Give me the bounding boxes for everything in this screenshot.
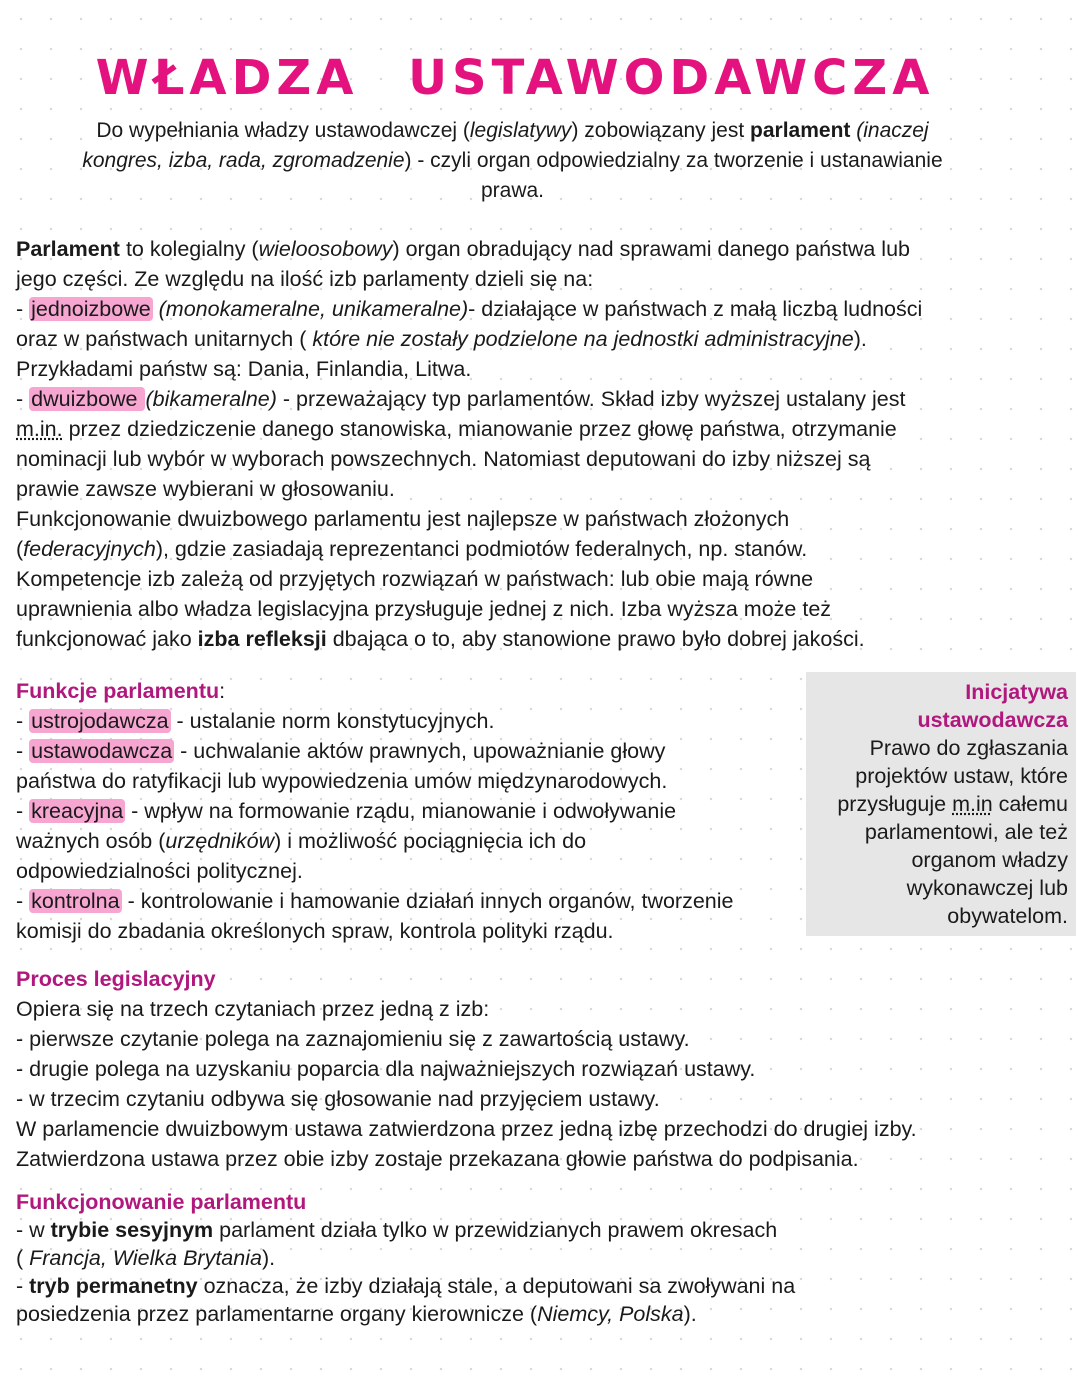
text: - [16, 387, 30, 411]
intro-paragraph [20, 116, 1005, 206]
text: uprawnienia albo władza legislacyjna przysługuje jednej z nich. Izba wyższa może też [16, 597, 832, 621]
highlight-term: dwuizbowe [31, 387, 144, 411]
sidebox-heading: ustawodawcza [917, 708, 1068, 732]
italic-term: urzędników [165, 829, 275, 853]
text: parlament działa tylko w przewidzianych prawem okresach [213, 1218, 778, 1242]
parlament-paragraph [16, 234, 1016, 654]
text: oznacza, że izby działają stale, a deputowani sa zwoływani na [197, 1274, 796, 1298]
funkcje-section: Funkcje parlamentu: - ustrojodawcza - ustalanie norm konstytucyjnych. - ustawodawcza - uchwalanie aktów prawnych, upoważnianie głowy państwa do ratyfikacji lub wypowiedzenia umów międzynarodowych. - kreacyjna - wpływ na formowanie rządu, mianowanie i odwoływanie ważnych osób (urzędników) i możliwość pociągnięcia ich do odpowiedzialności politycznej. - kontrolna - kontrolowanie i hamowanie działań innych organów, tworzenie komisji do zbadania określonych spraw, kontrola polityki rządu. [16, 676, 806, 946]
italic-term: które nie zostały podzielone na jednostki administracyjne [312, 327, 854, 351]
page-title: WŁADZA USTAWODAWCZA [95, 50, 935, 106]
highlight-term: jednoizbowe [31, 297, 151, 321]
text: - [16, 1274, 30, 1298]
text: posiedzenia przez parlamentarne organy kierownicze ( [16, 1302, 538, 1326]
text: - drugie polega na uzyskaniu poparcia dla najważniejszych rozwiązań ustawy. [16, 1057, 756, 1081]
text: - w [16, 1218, 51, 1242]
text: nominacji lub wybór w wyborach powszechnych. Natomiast deputowani do izby niższej są [16, 447, 871, 471]
intro-text: prawa. [480, 179, 545, 202]
highlight-term: kontrolna [31, 889, 120, 913]
text: - przeważający typ parlamentów. Skład izby wyższej ustalany jest [276, 387, 906, 411]
text: wykonawczej lub [906, 876, 1068, 900]
intro-italic: kongres, izba, rada, zgromadzenie [82, 149, 405, 172]
text: Zatwierdzona ustawa przez obie izby zostaje przekazana głowie państwa do podpisania. [16, 1147, 859, 1171]
text: funkcjonować jako [16, 627, 198, 651]
text: - wpływ na formowanie rządu, mianowanie i odwoływanie [125, 799, 677, 823]
text: jego części. Ze względu na ilość izb parlamenty dzieli się na: [16, 267, 594, 291]
inicjatywa-sidebox [806, 672, 1076, 936]
text: oraz w państwach unitarnych ( [16, 327, 313, 351]
text: przysługuje [837, 792, 953, 816]
italic-term: (monokameralne, unikameralne) [152, 297, 469, 321]
italic-term: Niemcy, Polska [537, 1302, 684, 1326]
text: prawie zawsze wybierani w głosowaniu. [16, 477, 395, 501]
text: ( [16, 537, 24, 561]
italic-term: wieloosobowy [258, 237, 393, 261]
text: organom władzy [911, 848, 1068, 872]
intro-italic: legislatywy [469, 119, 572, 142]
section-heading: Funkcje parlamentu [16, 679, 220, 703]
text: ). [683, 1302, 697, 1326]
text: parlamentowi, ale też [864, 820, 1068, 844]
sidebox-heading: Inicjatywa [965, 680, 1068, 704]
text: Przykładami państw są: Dania, Finlandia, Litwa. [16, 357, 472, 381]
bold-term: Parlament [16, 237, 120, 261]
text: : [219, 679, 226, 703]
text: przez dziedziczenie danego stanowiska, mianowanie przez głowę państwa, otrzymanie [62, 417, 897, 441]
text: projektów ustaw, które [855, 764, 1068, 788]
highlight-term: ustrojodawcza [31, 709, 169, 733]
text: Prawo do zgłaszania [869, 736, 1068, 760]
text: ) i możliwość pociągnięcia ich do [274, 829, 587, 853]
text: - działające w państwach z małą liczbą ludności [468, 297, 923, 321]
intro-italic: (inaczej [850, 119, 929, 142]
abbreviation: m.in. [16, 417, 63, 441]
intro-text: ) - czyli organ odpowiedzialny za tworzenie i ustanawianie [404, 149, 943, 172]
proces-section [16, 964, 1036, 1174]
italic-term: Francja, Wielka Brytania [29, 1246, 262, 1270]
intro-bold: parlament [750, 119, 851, 142]
text: Funkcjonowanie dwuizbowego parlamentu jest najlepsze w państwach złożonych [16, 507, 790, 531]
text: ). [261, 1246, 276, 1270]
bold-term: izba refleksji [197, 627, 327, 651]
text: ) organ obradujący nad sprawami danego państwa lub [392, 237, 910, 261]
italic-term: (bikameralne) [145, 387, 277, 411]
text: - [16, 297, 30, 321]
text: ( [16, 1246, 30, 1270]
bold-term: trybie sesyjnym [50, 1218, 214, 1242]
abbreviation: m.in [952, 792, 993, 816]
highlight-term: kreacyjna [31, 799, 124, 823]
funkcjonowanie-section [16, 1188, 916, 1328]
section-heading: Funkcjonowanie parlamentu [16, 1190, 307, 1214]
text: to kolegialny ( [119, 237, 259, 261]
text: ). [853, 327, 867, 351]
text: - w trzecim czytaniu odbywa się głosowanie nad przyjęciem ustawy. [16, 1087, 660, 1111]
text: państwa do ratyfikacji lub wypowiedzenia umów międzynarodowych. [16, 769, 668, 793]
text: - kontrolowanie i hamowanie działań innych organów, tworzenie [121, 889, 734, 913]
text: ważnych osób ( [16, 829, 166, 853]
bold-term: tryb permanetny [29, 1274, 198, 1298]
intro-text: Do wypełniania władzy ustawodawczej ( [96, 119, 470, 142]
text: dbająca o to, aby stanowione prawo było dobrej jakości. [326, 627, 865, 651]
text: - ustalanie norm konstytucyjnych. [170, 709, 495, 733]
highlight-term: ustawodawcza [31, 739, 173, 763]
text: całemu [992, 792, 1068, 816]
text: komisji do zbadania określonych spraw, kontrola polityki rządu. [16, 919, 614, 943]
text: obywatelom. [947, 904, 1068, 928]
text: odpowiedzialności politycznej. [16, 859, 303, 883]
section-heading: Proces legislacyjny [16, 967, 216, 991]
text: ), gdzie zasiadają reprezentanci podmiotów federalnych, np. stanów. [155, 537, 808, 561]
intro-text: ) zobowiązany jest [571, 119, 751, 142]
text: - uchwalanie aktów prawnych, upoważnianie głowy [174, 739, 666, 763]
text: Kompetencje izb zależą od przyjętych rozwiązań w państwach: lub obie mają równe [16, 567, 814, 591]
italic-term: federacyjnych [23, 537, 156, 561]
text: W parlamencie dwuizbowym ustawa zatwierdzona przez jedną izbę przechodzi do drugiej izby. [16, 1117, 917, 1141]
text: - pierwsze czytanie polega na zaznajomieniu się z zawartością ustawy. [16, 1027, 690, 1051]
text: Opiera się na trzech czytaniach przez jedną z izb: [16, 997, 490, 1021]
